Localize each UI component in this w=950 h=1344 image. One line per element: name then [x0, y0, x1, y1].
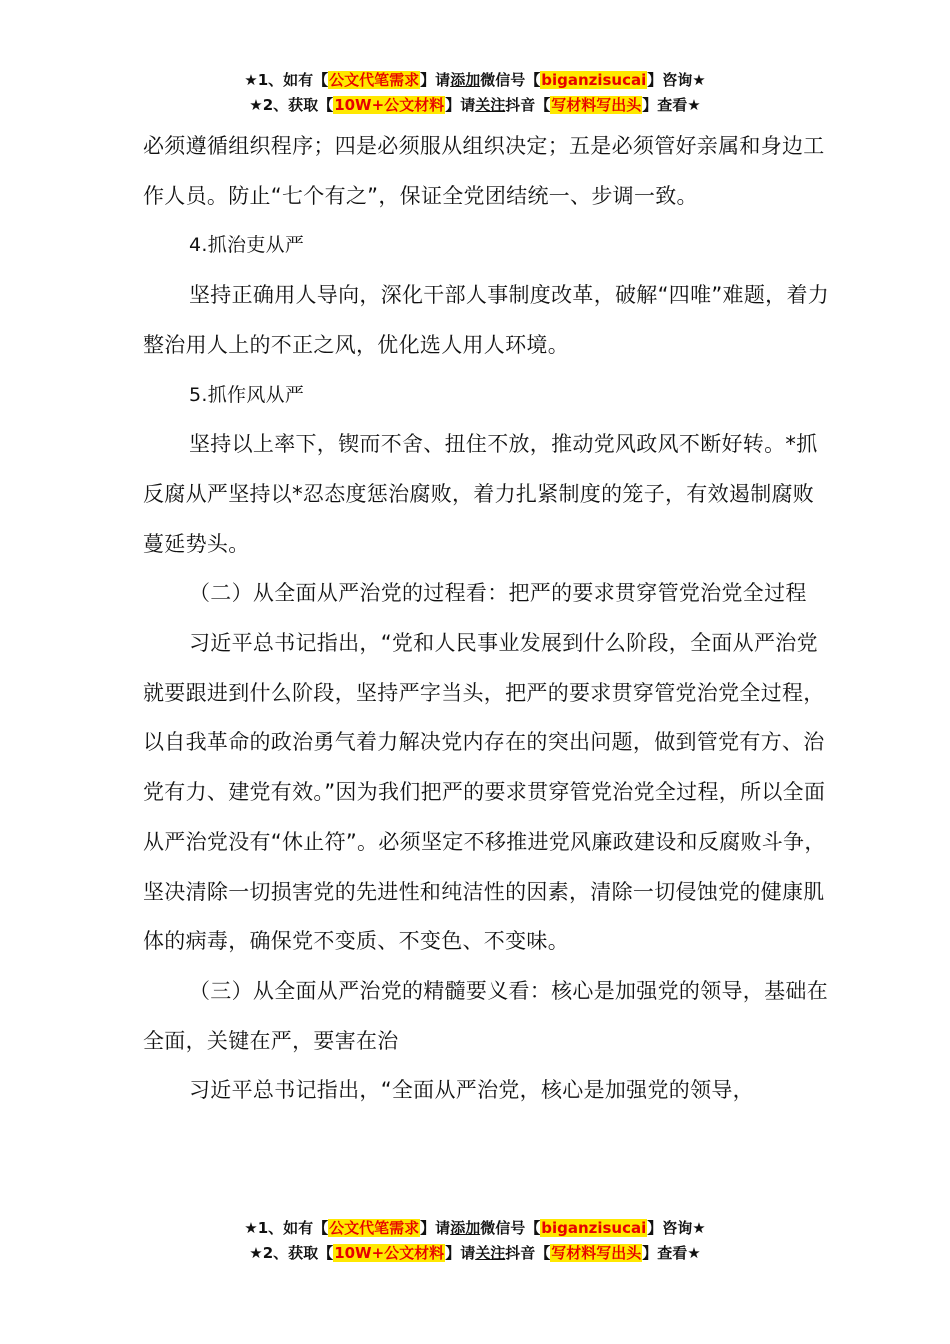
promo-line-1 — [0, 68, 950, 93]
paragraph: 习近平总书记指出，“党和人民事业发展到什么阶段，全面从严治党就要跟进到什么阶段，坚持严字当头，把严的要求贯穿管党治党全过程，以自我革命的政治勇气着力解决党内存在的突出问题，做到管党有方、治党有力、建党有效。”因为我们把严的要求贯穿管党治党全过程，所以全面从严治党没有“休止符”。必须坚定不移推进党风廉政建设和反腐败斗争，坚决清除一切损害党的先进性和纯洁性的因素，清除一切侵蚀党的健康肌体的病毒，确保党不变质、不变色、不变味。 — [143, 631, 826, 954]
paragraph: 坚持正确用人导向，深化干部人事制度改革，破解“四唯”难题，着力整治用人上的不正之风，优化选人用人环境。 — [143, 283, 830, 357]
promo-text: 】咨询★ — [647, 1219, 706, 1237]
paragraph: 习近平总书记指出，“全面从严治党，核心是加强党的领导， — [189, 1078, 754, 1103]
promo-text: 】咨询★ — [647, 71, 706, 89]
promo-highlight: 公文代笔需求 — [329, 71, 420, 89]
promo-highlight: 10W+公文材料 — [334, 1244, 445, 1262]
promo-text: 抖音【 — [505, 1244, 551, 1262]
promo-text: ★1、如有【 — [244, 1219, 329, 1237]
promo-text: 抖音【 — [505, 96, 551, 114]
section-heading: （二）从全面从严治党的过程看：把严的要求贯穿管党治党全过程 — [189, 581, 807, 606]
paragraph: 坚持以上率下，锲而不舍、扭住不放，推动党风政风不断好转。*抓反腐从严坚持以*忍态度惩治腐败，着力扎紧制度的笼子，有效遏制腐败蔓延势头。 — [143, 432, 818, 556]
promo-line-1 — [0, 1216, 950, 1241]
promo-banner-bottom — [0, 1216, 950, 1266]
wechat-id: biganzisucai — [541, 1219, 647, 1237]
promo-text: 】请 — [445, 96, 476, 114]
promo-highlight: 公文代笔需求 — [329, 1219, 420, 1237]
section-heading: 4.抓治吏从严 — [189, 234, 305, 257]
promo-text: ★2、获取【 — [249, 96, 334, 114]
promo-text: ★1、如有【 — [244, 71, 329, 89]
douyin-account: 写材料写出头 — [551, 1244, 642, 1262]
promo-line-2 — [0, 93, 950, 118]
section-heading: （三）从全面从严治党的精髓要义看：核心是加强党的领导，基础在全面，关键在严，要害在治 — [143, 978, 828, 1053]
promo-underline: 关注 — [475, 1244, 506, 1262]
promo-highlight: 10W+公文材料 — [334, 96, 445, 114]
promo-text: 】查看★ — [642, 1244, 701, 1262]
promo-banner-top — [0, 68, 950, 118]
section-heading: 5.抓作风从严 — [189, 383, 305, 406]
promo-text: 】请 — [445, 1244, 476, 1262]
promo-line-2 — [0, 1241, 950, 1266]
douyin-account: 写材料写出头 — [551, 96, 642, 114]
promo-underline: 添加 — [450, 71, 481, 89]
promo-text: 】请 — [420, 1219, 451, 1237]
promo-text: 微信号【 — [480, 71, 541, 89]
promo-underline: 关注 — [475, 96, 506, 114]
paragraph: 必须遵循组织程序；四是必须服从组织决定；五是必须管好亲属和身边工作人员。防止“七个有之”，保证全党团结统一、步调一致。 — [143, 134, 825, 208]
wechat-id: biganzisucai — [541, 71, 647, 89]
promo-text: 】请 — [420, 71, 451, 89]
promo-underline: 添加 — [450, 1219, 481, 1237]
document-body — [143, 122, 833, 1116]
promo-text: ★2、获取【 — [249, 1244, 334, 1262]
promo-text: 微信号【 — [480, 1219, 541, 1237]
promo-text: 】查看★ — [642, 96, 701, 114]
